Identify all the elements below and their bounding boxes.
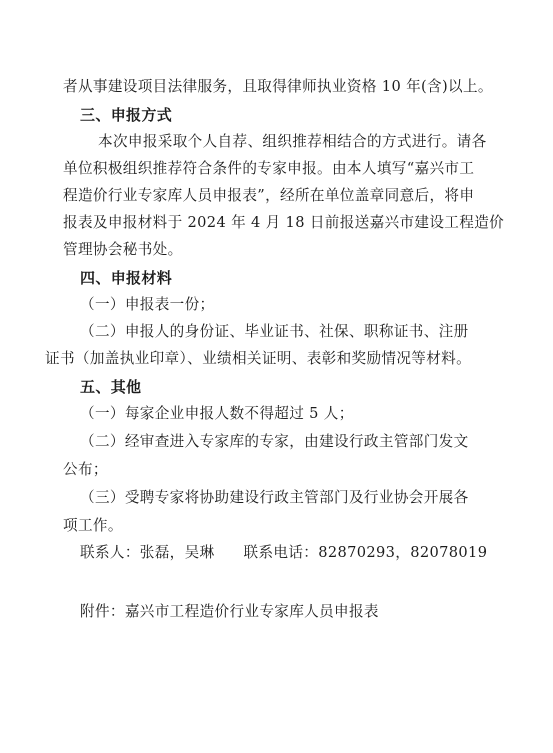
- list-item: （二）经审查进入专家库的专家，由建设行政主管部门发文: [80, 433, 469, 450]
- list-item-continuation: 公布；: [63, 461, 108, 478]
- list-item-continuation: 证书（加盖执业印章）、业绩相关证明、表彰和奖励情况等材料。: [45, 350, 472, 367]
- paragraph-line: 管理协会秘书处。: [63, 241, 183, 258]
- attachment-line: 附件：嘉兴市工程造价行业专家库人员申报表: [80, 603, 379, 620]
- paragraph-line: 报表及申报材料于 2024 年 4 月 18 日前报送嘉兴市建设工程造价: [63, 214, 505, 231]
- contact-line: [80, 543, 487, 563]
- section-heading-application-method: 三、申报方式: [80, 106, 173, 124]
- section-heading-application-materials: 四、申报材料: [80, 269, 173, 287]
- section-heading-other: 五、其他: [80, 378, 142, 396]
- list-item: （一）每家企业申报人数不得超过 5 人；: [80, 405, 354, 422]
- list-item: （二）申报人的身份证、毕业证书、社保、职称证书、注册: [80, 323, 469, 340]
- list-item: （三）受聘专家将协助建设行政主管部门及行业协会开展各: [80, 489, 469, 506]
- contact-persons: 联系人：张磊，吴琳: [80, 544, 215, 561]
- paragraph-line: 者从事建设项目法律服务，且取得律师执业资格 10 年(含)以上。: [63, 78, 493, 95]
- paragraph-line: 程造价行业专家库人员申报表”，经所在单位盖章同意后，将申: [63, 187, 475, 204]
- list-item-continuation: 项工作。: [63, 517, 123, 534]
- list-item: （一）申报表一份；: [80, 296, 215, 313]
- paragraph-line: 单位积极组织推荐符合条件的专家申报。由本人填写“嘉兴市工: [63, 160, 475, 177]
- paragraph-line: 本次申报采取个人自荐、组织推荐相结合的方式进行。请各: [98, 133, 487, 150]
- contact-phone: 联系电话：82870293，82078019: [243, 544, 488, 561]
